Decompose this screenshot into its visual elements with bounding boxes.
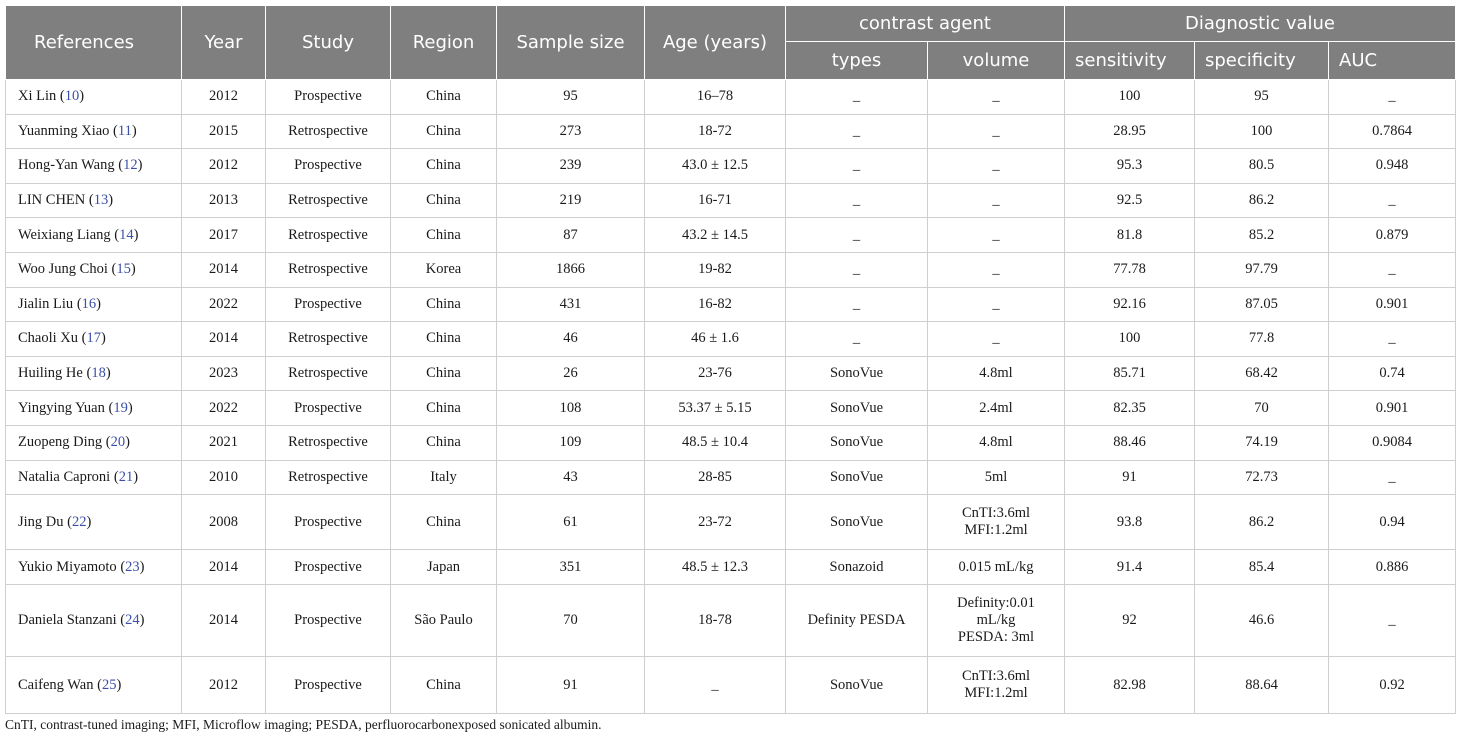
- cell-study: Retrospective: [266, 322, 391, 357]
- cell-age: 18-78: [645, 585, 786, 657]
- cell-year: 2014: [182, 550, 266, 585]
- cell-sensitivity: 91.4: [1065, 550, 1195, 585]
- cell-auc: 0.9084: [1329, 425, 1456, 460]
- cell-reference: Yukio Miyamoto (23): [6, 550, 182, 585]
- cell-study: Retrospective: [266, 425, 391, 460]
- volume-line: _: [992, 192, 1000, 209]
- table-row: [6, 114, 1456, 149]
- cell-reference: LIN CHEN (13): [6, 183, 182, 218]
- cell-agent-type: _: [786, 183, 928, 218]
- cell-sensitivity: 88.46: [1065, 425, 1195, 460]
- table-row: [6, 657, 1456, 714]
- cell-sensitivity: 91: [1065, 460, 1195, 495]
- cell-study: Prospective: [266, 657, 391, 714]
- cell-age: 43.2 ± 14.5: [645, 218, 786, 253]
- cell-sample-size: 219: [497, 183, 645, 218]
- cell-specificity: 85.4: [1195, 550, 1329, 585]
- cell-region: China: [391, 391, 497, 426]
- cell-age: 53.37 ± 5.15: [645, 391, 786, 426]
- volume-line: MFI:1.2ml: [964, 522, 1028, 539]
- table-row: [6, 425, 1456, 460]
- volume-line: 4.8ml: [979, 434, 1013, 451]
- header-types: types: [786, 42, 928, 80]
- cell-age: 43.0 ± 12.5: [645, 149, 786, 184]
- cell-agent-type: SonoVue: [786, 657, 928, 714]
- cell-specificity: 87.05: [1195, 287, 1329, 322]
- cell-auc: 0.94: [1329, 495, 1456, 550]
- citation-link[interactable]: 12: [123, 157, 138, 174]
- header-study: Study: [266, 6, 391, 80]
- cell-specificity: 74.19: [1195, 425, 1329, 460]
- cell-sample-size: 43: [497, 460, 645, 495]
- cell-volume: [928, 585, 1065, 657]
- cell-agent-type: Sonazoid: [786, 550, 928, 585]
- author-name: Huiling He: [18, 365, 83, 382]
- cell-reference: Woo Jung Choi (15): [6, 252, 182, 287]
- citation-link[interactable]: 14: [119, 226, 134, 243]
- cell-year: 2017: [182, 218, 266, 253]
- table-row: [6, 218, 1456, 253]
- citation-link[interactable]: 13: [93, 192, 109, 209]
- cell-age: 18-72: [645, 114, 786, 149]
- author-name: Natalia Caproni: [18, 468, 111, 485]
- citation-link[interactable]: 24: [125, 612, 140, 629]
- cell-study: Retrospective: [266, 356, 391, 391]
- cell-year: 2022: [182, 287, 266, 322]
- cell-specificity: 85.2: [1195, 218, 1329, 253]
- cell-age: 23-72: [645, 495, 786, 550]
- cell-study: Prospective: [266, 149, 391, 184]
- cell-study: Retrospective: [266, 252, 391, 287]
- cell-reference: Yingying Yuan (19): [6, 391, 182, 426]
- table-row: [6, 585, 1456, 657]
- cell-specificity: 95: [1195, 80, 1329, 115]
- cell-sample-size: 26: [497, 356, 645, 391]
- author-name: LIN CHEN: [18, 192, 86, 209]
- cell-reference: Huiling He (18): [6, 356, 182, 391]
- cell-year: 2008: [182, 495, 266, 550]
- cell-study: Prospective: [266, 287, 391, 322]
- cell-agent-type: _: [786, 218, 928, 253]
- cell-auc: _: [1329, 585, 1456, 657]
- cell-year: 2012: [182, 657, 266, 714]
- cell-auc: 0.901: [1329, 287, 1456, 322]
- cell-auc: 0.948: [1329, 149, 1456, 184]
- citation-link[interactable]: 25: [101, 676, 117, 693]
- citation-link[interactable]: 20: [110, 434, 126, 451]
- table-row: [6, 183, 1456, 218]
- cell-sensitivity: 28.95: [1065, 114, 1195, 149]
- cell-auc: 0.886: [1329, 550, 1456, 585]
- cell-agent-type: SonoVue: [786, 460, 928, 495]
- header-sensitivity: sensitivity: [1065, 42, 1195, 80]
- cell-region: China: [391, 322, 497, 357]
- cell-agent-type: Definity PESDA: [786, 585, 928, 657]
- cell-volume: [928, 391, 1065, 426]
- header-contrast-agent: contrast agent: [786, 6, 1065, 42]
- volume-line: 2.4ml: [979, 399, 1013, 416]
- cell-specificity: 88.64: [1195, 657, 1329, 714]
- cell-sample-size: 431: [497, 287, 645, 322]
- cell-region: Italy: [391, 460, 497, 495]
- header-sample-size: Sample size: [497, 6, 645, 80]
- citation-link[interactable]: 17: [86, 330, 101, 347]
- cell-region: China: [391, 356, 497, 391]
- cell-agent-type: SonoVue: [786, 391, 928, 426]
- volume-line: _: [992, 157, 1000, 174]
- citation-link[interactable]: 22: [72, 513, 87, 530]
- citation-link[interactable]: 15: [116, 261, 131, 278]
- cell-study: Prospective: [266, 391, 391, 426]
- cell-agent-type: _: [786, 287, 928, 322]
- cell-specificity: 68.42: [1195, 356, 1329, 391]
- cell-region: Japan: [391, 550, 497, 585]
- cell-volume: [928, 495, 1065, 550]
- header-references: References: [6, 6, 182, 80]
- cell-reference: Xi Lin (10): [6, 80, 182, 115]
- cell-reference: Jialin Liu (16): [6, 287, 182, 322]
- cell-sensitivity: 92: [1065, 585, 1195, 657]
- cell-age: 46 ± 1.6: [645, 322, 786, 357]
- cell-sample-size: 239: [497, 149, 645, 184]
- cell-auc: 0.7864: [1329, 114, 1456, 149]
- cell-reference: Yuanming Xiao (11): [6, 114, 182, 149]
- cell-specificity: 97.79: [1195, 252, 1329, 287]
- cell-study: Retrospective: [266, 218, 391, 253]
- header-region: Region: [391, 6, 497, 80]
- cell-specificity: 86.2: [1195, 495, 1329, 550]
- cell-sensitivity: 81.8: [1065, 218, 1195, 253]
- cell-agent-type: SonoVue: [786, 425, 928, 460]
- cell-reference: Hong-Yan Wang (12): [6, 149, 182, 184]
- cell-specificity: 77.8: [1195, 322, 1329, 357]
- author-name: Daniela Stanzani: [18, 612, 117, 629]
- cell-age: 28-85: [645, 460, 786, 495]
- author-name: Hong-Yan Wang: [18, 157, 115, 174]
- volume-line: PESDA: 3ml: [957, 629, 1035, 646]
- cell-agent-type: _: [786, 80, 928, 115]
- author-name: Woo Jung Choi: [18, 261, 108, 278]
- cell-reference: Daniela Stanzani (24): [6, 585, 182, 657]
- volume-line: MFI:1.2ml: [964, 685, 1028, 702]
- cell-sensitivity: 85.71: [1065, 356, 1195, 391]
- cell-year: 2012: [182, 80, 266, 115]
- cell-region: China: [391, 114, 497, 149]
- cell-region: China: [391, 80, 497, 115]
- cell-reference: Caifeng Wan (25): [6, 657, 182, 714]
- cell-region: China: [391, 218, 497, 253]
- cell-volume: [928, 356, 1065, 391]
- cell-study: Retrospective: [266, 114, 391, 149]
- volume-line: _: [992, 330, 1000, 347]
- header-year: Year: [182, 6, 266, 80]
- citation-link[interactable]: 21: [118, 468, 134, 485]
- cell-agent-type: _: [786, 149, 928, 184]
- cell-sample-size: 91: [497, 657, 645, 714]
- author-name: Caifeng Wan: [18, 676, 94, 693]
- cell-volume: [928, 149, 1065, 184]
- cell-age: _: [645, 657, 786, 714]
- cell-reference: Zuopeng Ding (20): [6, 425, 182, 460]
- cell-reference: Weixiang Liang (14): [6, 218, 182, 253]
- cell-specificity: 100: [1195, 114, 1329, 149]
- cell-specificity: 80.5: [1195, 149, 1329, 184]
- cell-sample-size: 108: [497, 391, 645, 426]
- author-name: Jing Du: [18, 513, 64, 530]
- table-row: [6, 391, 1456, 426]
- cell-volume: [928, 218, 1065, 253]
- cell-volume: [928, 183, 1065, 218]
- cell-auc: 0.92: [1329, 657, 1456, 714]
- cell-year: 2014: [182, 322, 266, 357]
- table-row: [6, 356, 1456, 391]
- cell-volume: [928, 80, 1065, 115]
- author-name: Xi Lin: [18, 88, 57, 105]
- cell-auc: _: [1329, 183, 1456, 218]
- citation-link[interactable]: 23: [125, 558, 140, 575]
- cell-age: 16-82: [645, 287, 786, 322]
- cell-age: 23-76: [645, 356, 786, 391]
- cell-year: 2014: [182, 585, 266, 657]
- volume-line: _: [992, 88, 1000, 105]
- cell-specificity: 70: [1195, 391, 1329, 426]
- cell-volume: [928, 460, 1065, 495]
- author-name: Weixiang Liang: [18, 226, 111, 243]
- cell-study: Retrospective: [266, 460, 391, 495]
- cell-age: 16–78: [645, 80, 786, 115]
- volume-line: _: [992, 261, 1000, 278]
- cell-agent-type: SonoVue: [786, 356, 928, 391]
- cell-study: Prospective: [266, 550, 391, 585]
- table-row: [6, 322, 1456, 357]
- cell-sensitivity: 100: [1065, 322, 1195, 357]
- cell-year: 2013: [182, 183, 266, 218]
- volume-line: CnTI:3.6ml: [961, 505, 1031, 522]
- volume-line: 5ml: [984, 468, 1008, 485]
- cell-age: 48.5 ± 12.3: [645, 550, 786, 585]
- cell-sensitivity: 82.35: [1065, 391, 1195, 426]
- cell-region: Korea: [391, 252, 497, 287]
- cell-year: 2023: [182, 356, 266, 391]
- cell-sample-size: 87: [497, 218, 645, 253]
- cell-sensitivity: 95.3: [1065, 149, 1195, 184]
- cell-volume: [928, 657, 1065, 714]
- citation-link[interactable]: 10: [64, 88, 80, 105]
- cell-reference: Natalia Caproni (21): [6, 460, 182, 495]
- author-name: Jialin Liu: [18, 295, 74, 312]
- cell-sensitivity: 92.16: [1065, 287, 1195, 322]
- table-row: [6, 495, 1456, 550]
- volume-line: mL/kg: [976, 612, 1016, 629]
- cell-volume: [928, 287, 1065, 322]
- table-row: [6, 460, 1456, 495]
- volume-line: 4.8ml: [979, 365, 1013, 382]
- cell-sample-size: 109: [497, 425, 645, 460]
- cell-sensitivity: 77.78: [1065, 252, 1195, 287]
- citation-link[interactable]: 18: [91, 365, 106, 382]
- cell-sample-size: 95: [497, 80, 645, 115]
- volume-line: _: [992, 295, 1000, 312]
- cell-year: 2015: [182, 114, 266, 149]
- cell-year: 2021: [182, 425, 266, 460]
- cell-volume: [928, 114, 1065, 149]
- volume-line: Definity:0.01: [957, 595, 1035, 612]
- cell-reference: Chaoli Xu (17): [6, 322, 182, 357]
- cell-age: 48.5 ± 10.4: [645, 425, 786, 460]
- header-auc: AUC: [1329, 42, 1456, 80]
- cell-auc: 0.74: [1329, 356, 1456, 391]
- volume-line: CnTI:3.6ml: [961, 668, 1031, 685]
- volume-line: _: [992, 122, 1000, 139]
- cell-year: 2010: [182, 460, 266, 495]
- cell-sample-size: 1866: [497, 252, 645, 287]
- citation-link[interactable]: 19: [113, 399, 128, 416]
- table-row: [6, 550, 1456, 585]
- table-body: [6, 80, 1456, 714]
- citation-link[interactable]: 16: [81, 295, 97, 312]
- cell-region: China: [391, 183, 497, 218]
- cell-auc: 0.879: [1329, 218, 1456, 253]
- cell-sensitivity: 92.5: [1065, 183, 1195, 218]
- cell-year: 2014: [182, 252, 266, 287]
- cell-region: China: [391, 149, 497, 184]
- header-volume: volume: [928, 42, 1065, 80]
- author-name: Yuanming Xiao: [18, 122, 110, 139]
- cell-sample-size: 61: [497, 495, 645, 550]
- cell-region: China: [391, 495, 497, 550]
- cell-sensitivity: 82.98: [1065, 657, 1195, 714]
- table-row: [6, 287, 1456, 322]
- table-row: [6, 80, 1456, 115]
- citation-link[interactable]: 11: [117, 122, 132, 139]
- table-footnote: CnTI, contrast-tuned imaging; MFI, Microflow imaging; PESDA, perfluorocarbonexposed sonicated albumin.: [5, 717, 602, 732]
- header-specificity: specificity: [1195, 42, 1329, 80]
- cell-study: Prospective: [266, 495, 391, 550]
- author-name: Zuopeng Ding: [18, 434, 103, 451]
- table-row: [6, 252, 1456, 287]
- cell-auc: _: [1329, 252, 1456, 287]
- cell-year: 2022: [182, 391, 266, 426]
- cell-reference: Jing Du (22): [6, 495, 182, 550]
- cell-specificity: 72.73: [1195, 460, 1329, 495]
- cell-age: 19-82: [645, 252, 786, 287]
- cell-sample-size: 46: [497, 322, 645, 357]
- author-name: Chaoli Xu: [18, 330, 79, 347]
- cell-agent-type: SonoVue: [786, 495, 928, 550]
- cell-sensitivity: 93.8: [1065, 495, 1195, 550]
- cell-sample-size: 273: [497, 114, 645, 149]
- cell-auc: _: [1329, 80, 1456, 115]
- cell-agent-type: _: [786, 322, 928, 357]
- cell-agent-type: _: [786, 114, 928, 149]
- author-name: Yingying Yuan: [18, 399, 105, 416]
- cell-study: Prospective: [266, 80, 391, 115]
- cell-specificity: 46.6: [1195, 585, 1329, 657]
- table-row: [6, 149, 1456, 184]
- cell-study: Prospective: [266, 585, 391, 657]
- cell-region: China: [391, 657, 497, 714]
- header-age: Age (years): [645, 6, 786, 80]
- cell-volume: [928, 252, 1065, 287]
- cell-region: China: [391, 287, 497, 322]
- cell-auc: _: [1329, 460, 1456, 495]
- cell-specificity: 86.2: [1195, 183, 1329, 218]
- author-name: Yukio Miyamoto: [18, 558, 117, 575]
- cell-auc: 0.901: [1329, 391, 1456, 426]
- cell-volume: [928, 322, 1065, 357]
- cell-region: São Paulo: [391, 585, 497, 657]
- volume-line: _: [992, 226, 1000, 243]
- cell-study: Retrospective: [266, 183, 391, 218]
- cell-sample-size: 351: [497, 550, 645, 585]
- cell-sensitivity: 100: [1065, 80, 1195, 115]
- cell-volume: [928, 425, 1065, 460]
- studies-table: [5, 5, 1456, 714]
- cell-agent-type: _: [786, 252, 928, 287]
- cell-auc: _: [1329, 322, 1456, 357]
- cell-year: 2012: [182, 149, 266, 184]
- cell-sample-size: 70: [497, 585, 645, 657]
- header-diagnostic-value: Diagnostic value: [1065, 6, 1456, 42]
- cell-volume: [928, 550, 1065, 585]
- cell-age: 16-71: [645, 183, 786, 218]
- volume-line: 0.015 mL/kg: [958, 558, 1034, 575]
- cell-region: China: [391, 425, 497, 460]
